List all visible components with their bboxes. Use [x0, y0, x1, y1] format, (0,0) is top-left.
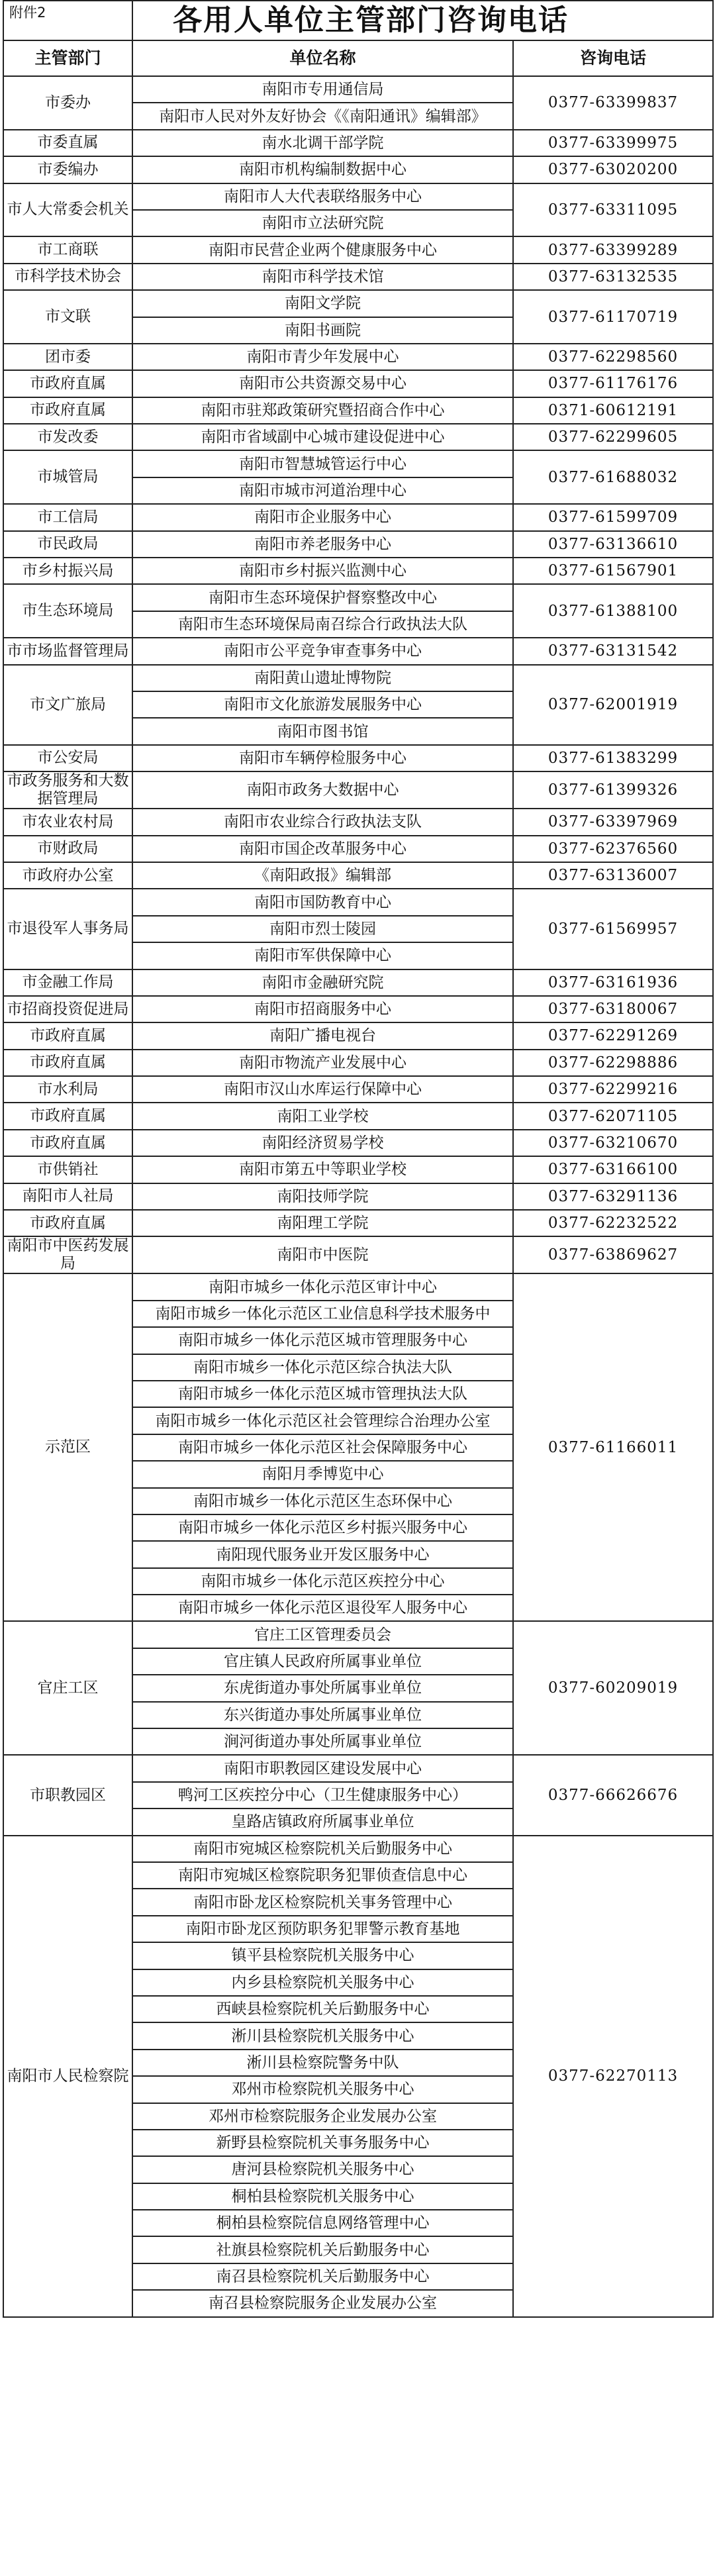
- unit-cell: 《南阳政报》编辑部: [132, 862, 513, 889]
- phone-cell: 0377-62071105: [513, 1103, 713, 1129]
- dept-cell: 市政府直属: [3, 1103, 132, 1129]
- unit-cell: 南阳市公平竞争审查事务中心: [132, 638, 513, 664]
- dept-cell: 市委编办: [3, 156, 132, 183]
- dept-cell: 市科学技术协会: [3, 264, 132, 290]
- table-row: [3, 1050, 713, 1076]
- table-row: [3, 1183, 713, 1210]
- header-row: [3, 40, 713, 76]
- table-row: [3, 1022, 713, 1049]
- dept-cell: 市乡村振兴局: [3, 558, 132, 584]
- directory-table: [3, 0, 714, 2318]
- phone-cell: 0377-63869627: [513, 1236, 713, 1273]
- table-row: [3, 450, 713, 477]
- unit-cell: 南阳市乡村振兴监测中心: [132, 558, 513, 584]
- phone-cell: 0377-63131542: [513, 638, 713, 664]
- dept-cell: 市政府直属: [3, 370, 132, 397]
- unit-cell: 南阳市物流产业发展中心: [132, 1050, 513, 1076]
- phone-cell: 0377-66626676: [513, 1755, 713, 1835]
- table-row: [3, 1621, 713, 1648]
- page-title: 各用人单位主管部门咨询电话: [132, 1, 713, 40]
- phone-cell: 0377-63132535: [513, 264, 713, 290]
- dept-cell: 市委办: [3, 76, 132, 130]
- unit-cell: 南阳市城乡一体化示范区城市管理服务中心: [132, 1327, 513, 1354]
- dept-cell: 市水利局: [3, 1076, 132, 1103]
- phone-cell: 0377-63399289: [513, 236, 713, 263]
- dept-cell: 市民政局: [3, 531, 132, 558]
- attachment-label: 附件2: [3, 1, 132, 40]
- table-row: [3, 836, 713, 862]
- table-row: [3, 1755, 713, 1781]
- table-row: [3, 156, 713, 183]
- dept-cell: 市政府直属: [3, 397, 132, 424]
- table-row: [3, 1156, 713, 1183]
- unit-cell: 南阳市第五中等职业学校: [132, 1156, 513, 1183]
- dept-cell: 市政务服务和大数据管理局: [3, 771, 132, 809]
- phone-cell: 0377-63399837: [513, 76, 713, 130]
- unit-cell: 淅川县检察院机关服务中心: [132, 2022, 513, 2049]
- table-row: [3, 130, 713, 156]
- dept-cell: 官庄工区: [3, 1621, 132, 1755]
- unit-cell: 南召县检察院服务企业发展办公室: [132, 2290, 513, 2316]
- unit-cell: 南阳市招商服务中心: [132, 996, 513, 1022]
- phone-cell: 0377-63291136: [513, 1183, 713, 1210]
- dept-cell: 市发改委: [3, 424, 132, 450]
- table-row: [3, 969, 713, 996]
- dept-cell: 市金融工作局: [3, 969, 132, 996]
- unit-cell: 南阳市城乡一体化示范区疾控分中心: [132, 1568, 513, 1595]
- dept-cell: 南阳市人民检察院: [3, 1836, 132, 2317]
- table-row: [3, 183, 713, 210]
- unit-cell: 南阳理工学院: [132, 1210, 513, 1236]
- unit-cell: 东兴街道办事处所属事业单位: [132, 1702, 513, 1728]
- dept-cell: 市市场监督管理局: [3, 638, 132, 664]
- table-row: [3, 1236, 713, 1273]
- unit-cell: 南阳市职教园区建设发展中心: [132, 1755, 513, 1781]
- unit-cell: 鸭河工区疾控分中心（卫生健康服务中心）: [132, 1782, 513, 1808]
- unit-cell: 东虎街道办事处所属事业单位: [132, 1675, 513, 1701]
- unit-cell: 唐河县检察院机关服务中心: [132, 2156, 513, 2183]
- table-row: [3, 638, 713, 664]
- unit-cell: 南阳市城乡一体化示范区审计中心: [132, 1273, 513, 1300]
- unit-cell: 南阳市民营企业两个健康服务中心: [132, 236, 513, 263]
- dept-cell: 市政府直属: [3, 1050, 132, 1076]
- unit-cell: 内乡县检察院机关服务中心: [132, 1969, 513, 1996]
- unit-cell: 邓州市检察院机关服务中心: [132, 2076, 513, 2103]
- unit-cell: 南阳市城乡一体化示范区工业信息科学技术服务中: [132, 1301, 513, 1327]
- phone-cell: 0377-62270113: [513, 1836, 713, 2317]
- unit-cell: 南阳市城乡一体化示范区社会保障服务中心: [132, 1434, 513, 1461]
- dept-cell: 市人大常委会机关: [3, 183, 132, 237]
- table-row: [3, 889, 713, 915]
- phone-cell: 0377-62376560: [513, 836, 713, 862]
- table-row: [3, 558, 713, 584]
- unit-cell: 南阳市车辆停检服务中心: [132, 745, 513, 771]
- dept-cell: 市城管局: [3, 450, 132, 504]
- table-row: [3, 809, 713, 835]
- phone-cell: 0377-63180067: [513, 996, 713, 1022]
- dept-cell: 市职教园区: [3, 1755, 132, 1835]
- phone-cell: 0377-61166011: [513, 1273, 713, 1621]
- dept-cell: 市财政局: [3, 836, 132, 862]
- phone-cell: 0377-63161936: [513, 969, 713, 996]
- table-row: [3, 1273, 713, 1300]
- directory-table-body: [3, 1, 713, 2317]
- phone-cell: 0377-62299216: [513, 1076, 713, 1103]
- phone-cell: 0377-63210670: [513, 1130, 713, 1156]
- unit-cell: 南阳市城乡一体化示范区乡村振兴服务中心: [132, 1514, 513, 1541]
- phone-cell: 0377-61569957: [513, 889, 713, 969]
- phone-cell: 0377-61599709: [513, 504, 713, 530]
- unit-cell: 南阳市科学技术馆: [132, 264, 513, 290]
- unit-cell: 南阳市青少年发展中心: [132, 344, 513, 370]
- unit-cell: 南阳市国防教育中心: [132, 889, 513, 915]
- table-row: [3, 1210, 713, 1236]
- unit-cell: 南阳市城乡一体化示范区退役军人服务中心: [132, 1595, 513, 1621]
- unit-cell: 官庄工区管理委员会: [132, 1621, 513, 1648]
- phone-cell: 0377-61383299: [513, 745, 713, 771]
- unit-cell: 南阳市金融研究院: [132, 969, 513, 996]
- phone-cell: 0377-62299605: [513, 424, 713, 450]
- dept-cell: 团市委: [3, 344, 132, 370]
- unit-cell: 南阳月季博览中心: [132, 1461, 513, 1487]
- dept-cell: 市招商投资促进局: [3, 996, 132, 1022]
- unit-cell: 南阳广播电视台: [132, 1022, 513, 1049]
- table-row: [3, 771, 713, 809]
- unit-cell: 南阳市政务大数据中心: [132, 771, 513, 809]
- table-row: [3, 584, 713, 611]
- unit-cell: 南阳市城市河道治理中心: [132, 477, 513, 504]
- dept-cell: 南阳市人社局: [3, 1183, 132, 1210]
- phone-cell: 0377-61170719: [513, 290, 713, 344]
- phone-cell: 0377-63397969: [513, 809, 713, 835]
- phone-cell: 0377-63311095: [513, 183, 713, 237]
- unit-cell: 南阳市文化旅游发展服务中心: [132, 691, 513, 718]
- unit-cell: 淅川县检察院警务中队: [132, 2050, 513, 2076]
- unit-cell: 南阳市城乡一体化示范区综合执法大队: [132, 1354, 513, 1381]
- unit-cell: 南阳市智慧城管运行中心: [132, 450, 513, 477]
- column-header-unit: 单位名称: [132, 40, 513, 76]
- dept-cell: 示范区: [3, 1273, 132, 1621]
- title-row: [3, 1, 713, 40]
- phone-cell: 0377-63136007: [513, 862, 713, 889]
- unit-cell: 南阳市专用通信局: [132, 76, 513, 103]
- unit-cell: 南阳市生态环境保护督察整改中心: [132, 584, 513, 611]
- unit-cell: 南召县检察院机关后勤服务中心: [132, 2263, 513, 2290]
- unit-cell: 桐柏县检察院信息网络管理中心: [132, 2210, 513, 2236]
- unit-cell: 南阳市驻郑政策研究暨招商合作中心: [132, 397, 513, 424]
- unit-cell: 皇路店镇政府所属事业单位: [132, 1808, 513, 1835]
- unit-cell: 新野县检察院机关事务服务中心: [132, 2130, 513, 2156]
- table-row: [3, 1130, 713, 1156]
- unit-cell: 南阳市公共资源交易中心: [132, 370, 513, 397]
- unit-cell: 南阳市立法研究院: [132, 210, 513, 236]
- table-row: [3, 76, 713, 103]
- phone-cell: 0377-62298886: [513, 1050, 713, 1076]
- unit-cell: 南阳书画院: [132, 317, 513, 344]
- phone-cell: 0377-62001919: [513, 665, 713, 745]
- unit-cell: 南阳市生态环境保局南召综合行政执法大队: [132, 611, 513, 638]
- dept-cell: 市供销社: [3, 1156, 132, 1183]
- phone-cell: 0377-63136610: [513, 531, 713, 558]
- unit-cell: 南阳市养老服务中心: [132, 531, 513, 558]
- unit-cell: 南阳市卧龙区检察院机关事务管理中心: [132, 1889, 513, 1915]
- unit-cell: 社旗县检察院机关后勤服务中心: [132, 2236, 513, 2263]
- unit-cell: 南阳市中医院: [132, 1236, 513, 1273]
- phone-cell: 0371-60612191: [513, 397, 713, 424]
- unit-cell: 南阳市人大代表联络服务中心: [132, 183, 513, 210]
- table-row: [3, 397, 713, 424]
- unit-cell: 南阳市国企改革服务中心: [132, 836, 513, 862]
- unit-cell: 南阳市汉山水库运行保障中心: [132, 1076, 513, 1103]
- unit-cell: 南阳市人民对外友好协会《《南阳通讯》编辑部》: [132, 103, 513, 129]
- unit-cell: 南阳市农业综合行政执法支队: [132, 809, 513, 835]
- phone-cell: 0377-61399326: [513, 771, 713, 809]
- column-header-dept: 主管部门: [3, 40, 132, 76]
- unit-cell: 涧河街道办事处所属事业单位: [132, 1728, 513, 1755]
- unit-cell: 南阳市军供保障中心: [132, 942, 513, 969]
- unit-cell: 南阳市省域副中心城市建设促进中心: [132, 424, 513, 450]
- table-row: [3, 745, 713, 771]
- phone-cell: 0377-62291269: [513, 1022, 713, 1049]
- table-row: [3, 264, 713, 290]
- dept-cell: 市政府办公室: [3, 862, 132, 889]
- table-row: [3, 1836, 713, 1862]
- unit-cell: 南阳市图书馆: [132, 718, 513, 744]
- table-row: [3, 236, 713, 263]
- table-row: [3, 665, 713, 691]
- unit-cell: 南阳市城乡一体化示范区城市管理执法大队: [132, 1381, 513, 1407]
- dept-cell: 南阳市中医药发展局: [3, 1236, 132, 1273]
- unit-cell: 南阳市宛城区检察院职务犯罪侦查信息中心: [132, 1862, 513, 1889]
- unit-cell: 南阳工业学校: [132, 1103, 513, 1129]
- dept-cell: 市政府直属: [3, 1022, 132, 1049]
- unit-cell: 南阳市城乡一体化示范区社会管理综合治理办公室: [132, 1407, 513, 1434]
- table-row: [3, 531, 713, 558]
- unit-cell: 官庄镇人民政府所属事业单位: [132, 1648, 513, 1675]
- dept-cell: 市生态环境局: [3, 584, 132, 638]
- unit-cell: 南水北调干部学院: [132, 130, 513, 156]
- unit-cell: 西峡县检察院机关后勤服务中心: [132, 1996, 513, 2022]
- dept-cell: 市文广旅局: [3, 665, 132, 745]
- table-row: [3, 862, 713, 889]
- dept-cell: 市工信局: [3, 504, 132, 530]
- phone-cell: 0377-63020200: [513, 156, 713, 183]
- dept-cell: 市政府直属: [3, 1210, 132, 1236]
- unit-cell: 南阳市机构编制数据中心: [132, 156, 513, 183]
- table-row: [3, 996, 713, 1022]
- unit-cell: 南阳市企业服务中心: [132, 504, 513, 530]
- unit-cell: 南阳技师学院: [132, 1183, 513, 1210]
- phone-cell: 0377-61567901: [513, 558, 713, 584]
- dept-cell: 市公安局: [3, 745, 132, 771]
- unit-cell: 邓州市检察院服务企业发展办公室: [132, 2103, 513, 2130]
- unit-cell: 南阳文学院: [132, 290, 513, 317]
- unit-cell: 南阳黄山遗址博物院: [132, 665, 513, 691]
- phone-cell: 0377-63399975: [513, 130, 713, 156]
- column-header-phone: 咨询电话: [513, 40, 713, 76]
- unit-cell: 南阳市烈士陵园: [132, 916, 513, 942]
- phone-cell: 0377-62232522: [513, 1210, 713, 1236]
- unit-cell: 镇平县检察院机关服务中心: [132, 1942, 513, 1969]
- phone-cell: 0377-61388100: [513, 584, 713, 638]
- table-row: [3, 370, 713, 397]
- dept-cell: 市农业农村局: [3, 809, 132, 835]
- table-row: [3, 290, 713, 317]
- unit-cell: 南阳市城乡一体化示范区生态环保中心: [132, 1488, 513, 1514]
- unit-cell: 南阳市卧龙区预防职务犯罪警示教育基地: [132, 1916, 513, 1942]
- table-row: [3, 424, 713, 450]
- table-row: [3, 344, 713, 370]
- table-row: [3, 1103, 713, 1129]
- unit-cell: 桐柏县检察院机关服务中心: [132, 2183, 513, 2210]
- unit-cell: 南阳经济贸易学校: [132, 1130, 513, 1156]
- phone-cell: 0377-61176176: [513, 370, 713, 397]
- table-row: [3, 504, 713, 530]
- dept-cell: 市工商联: [3, 236, 132, 263]
- unit-cell: 南阳现代服务业开发区服务中心: [132, 1541, 513, 1567]
- table-row: [3, 1076, 713, 1103]
- dept-cell: 市文联: [3, 290, 132, 344]
- phone-cell: 0377-61688032: [513, 450, 713, 504]
- dept-cell: 市退役军人事务局: [3, 889, 132, 969]
- phone-cell: 0377-62298560: [513, 344, 713, 370]
- phone-cell: 0377-63166100: [513, 1156, 713, 1183]
- phone-cell: 0377-60209019: [513, 1621, 713, 1755]
- dept-cell: 市政府直属: [3, 1130, 132, 1156]
- unit-cell: 南阳市宛城区检察院机关后勤服务中心: [132, 1836, 513, 1862]
- dept-cell: 市委直属: [3, 130, 132, 156]
